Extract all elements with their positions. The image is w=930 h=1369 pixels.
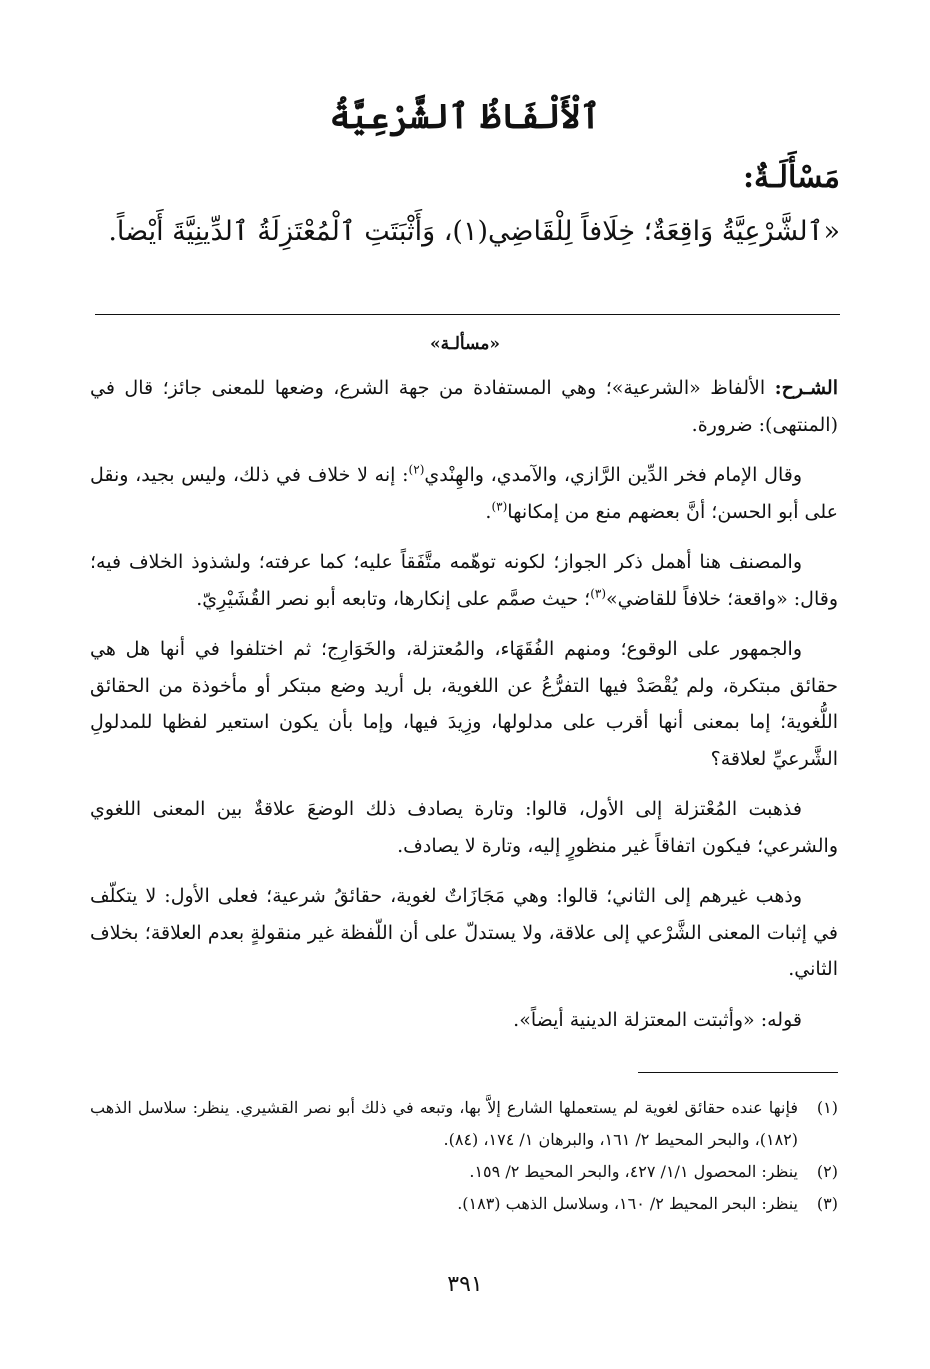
footnote-item <box>90 1092 838 1156</box>
footnote-text: فإنها عنده حقائق لغوية لم يستعملها الشارع إلاَّ بها، وتبعه في ذلك أبو نصر القشيري. ينظر: سلاسل الذهب (١٨٢)، والبحر المحيط ٢/ ١٦١، والبرهان ١/ ١٧٤، (٨٤). <box>90 1098 798 1149</box>
footnote-ref[interactable]: (٣) <box>491 499 508 514</box>
footnote-item <box>90 1156 838 1188</box>
footnote-text: ينظر: المحصول ١/١/ ٤٢٧، والبحر المحيط ٢/ ١٥٩. <box>469 1162 798 1181</box>
footnote-divider <box>638 1072 838 1073</box>
commentary-paragraph-1 <box>90 370 838 443</box>
page-number: ٣٩١ <box>447 1272 483 1297</box>
footnote-number: (١) <box>816 1098 838 1117</box>
commentary-paragraph-3 <box>90 544 838 617</box>
sharh-label: الشـرح: <box>774 377 838 399</box>
paragraph-text: وقال الإمام فخر الدِّين الرَّازي، والآمدي، والهِنْدي <box>424 464 802 486</box>
commentary-paragraph-7: قوله: «وأثبتت المعتزلة الدينية أيضاً». <box>513 1008 802 1031</box>
section-divider <box>95 314 840 315</box>
footnote-text: ينظر: البحر المحيط ٢/ ١٦٠، وسلاسل الذهب (١٨٣). <box>457 1194 798 1213</box>
commentary-paragraph-6: وذهب غيرهم إلى الثاني؛ قالوا: وهي مَجَازَاتٌ لغوية، حقائقُ شرعية؛ فعلى الأول: لا يتكلّف في إثبات المعنى الشَّرْعي إلى علاقة، ولا يستدلّ على أن اللّفظة غير منقولةٍ بعدم العلاقة؛ بخلاف الثاني. <box>90 885 838 980</box>
paragraph-text: والمصنف هنا أهمل ذكر الجواز؛ لكونه توهّمه متَّفَقاً عليه؛ كما عرفته؛ ولشذوذ الخلاف فيه؛ وقال: «واقعة؛ خلافاً للقاضي» <box>90 551 838 610</box>
page-title: ٱلْأَلْفَاظُ ٱلشَّرْعِيَّةُ <box>329 97 601 137</box>
sharh-heading: «مسألـة» <box>430 334 500 354</box>
footnote-number: (٣) <box>816 1194 838 1213</box>
matn-text: «ٱلشَّرْعِيَّةُ وَاقِعَةٌ؛ خِلَافاً لِلْقَاضِي(١)، وَأَثْبَتَتِ ٱلْمُعْتَزِلَةُ ٱلدِّينِيَّةَ أَيْضاً. <box>108 216 840 247</box>
footnote-item <box>90 1188 838 1220</box>
footnotes <box>90 1092 838 1220</box>
footnote-ref[interactable]: (٣) <box>590 586 607 601</box>
paragraph-text: : إنه لا خلاف في ذلك، وليس بجيد، ونقل على أبو الحسن؛ أنَّ بعضهم منع من إمكانها <box>90 464 838 523</box>
masala-heading: مَسْأَلَـةٌ: <box>742 160 840 195</box>
commentary-paragraph-2 <box>90 457 838 530</box>
paragraph-text: ؛ حيث صمَّم على إنكارها، وتابعه أبو نصر القُشَيْرِيّ. <box>196 587 591 610</box>
footnote-ref[interactable]: (٢) <box>408 462 425 477</box>
paragraph-end: . <box>485 500 492 523</box>
commentary-paragraph-4: والجمهور على الوقوع؛ ومنهم الفُقَهَاء، والمُعتزلة، والخَوَارِج؛ ثم اختلفوا في أنها هل هي حقائق مبتكرة، ولم يُقْصَدْ فيها التفرُّعُ عن اللغوية، بل أريد وضع مبتكر أو مأخوذة من الحقائق اللُّغوية؛ إما بمعنى أنها أقرب على مدلولها، وزِيدَ فيها، وإما بأن يكون استعير لفظها للمدلولِ الشَّرعيِّ لعلاقة؟ <box>90 638 838 770</box>
paragraph-text: الألفاظ «الشرعية»؛ وهي المستفادة من جهة الشرع، وضعها للمعنى جائز؛ قال في (المنتهى): ضرورة. <box>90 377 838 436</box>
commentary-paragraph-5: فذهبت المُعْتزلة إلى الأول، قالوا: وتارة يصادف ذلك الوضعَ علاقةٌ بين المعنى اللغوي والشرعي؛ فيكون اتفاقاً غير منظورٍ إليه، وتارة لا يصادف. <box>90 798 838 857</box>
footnote-number: (٢) <box>816 1162 838 1181</box>
commentary-body <box>90 370 838 1052</box>
